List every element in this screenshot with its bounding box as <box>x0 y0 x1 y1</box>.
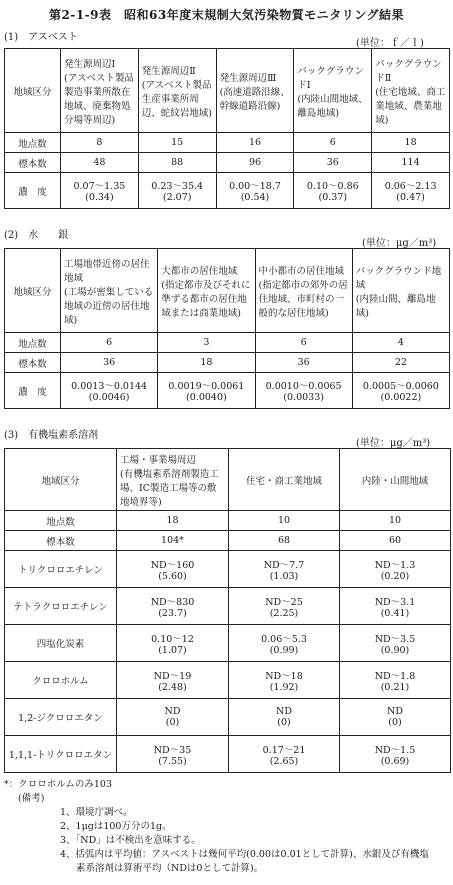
table-cell: 6 <box>255 333 352 353</box>
remark-item: 4、括弧内は平均値：アスベストは幾何平均(0.00は0.01として計算)、水銀及び有機塩 <box>60 849 429 860</box>
column-header: バックグラウンドⅡ (住宅地域、商工業地域、農業地域) <box>372 49 450 133</box>
substance-label: トリクロロエチレン <box>5 551 117 588</box>
table-cell: 0.06～2.13 (0.47) <box>372 173 450 209</box>
column-header: 発生源周辺Ⅲ (高速道路沿線、幹線道路沿線) <box>216 49 294 133</box>
table-cell: 4 <box>352 333 449 353</box>
page-title: 第2-1-9表 昭和63年度末規制大気汚染物質モニタリング結果 <box>49 8 404 22</box>
table-cell: 68 <box>229 531 340 551</box>
table-cell: 96 <box>216 153 294 173</box>
table-cell: 8 <box>61 133 139 153</box>
region-label: 地域区分 <box>5 449 117 511</box>
table-cell: 60 <box>340 531 451 551</box>
table-cell: 22 <box>352 353 449 373</box>
table-cell: ND～18 (1.92) <box>229 662 340 699</box>
substance-label: テトラクロロエチレン <box>5 588 117 625</box>
section-asbestos-unit: (単位：ｆ／ｌ) <box>356 38 424 49</box>
section-asbestos-heading: (1) アスベスト <box>4 32 78 43</box>
points-label: 地点数 <box>5 333 61 353</box>
remark-item: 2、1μgは100万分の1g。 <box>60 821 172 832</box>
table-cell: 3 <box>158 333 255 353</box>
section-mercury-heading: (2) 水 銀 <box>4 230 69 241</box>
table-cell: 18 <box>117 511 229 531</box>
table-cell: ND～1.3 (0.20) <box>340 551 451 588</box>
remark-item: 1、環境庁調べ。 <box>60 807 133 818</box>
samples-label: 標本数 <box>5 153 61 173</box>
section-solvents-unit: (単位：μg／m³) <box>356 438 431 449</box>
column-header: 内陸・山間地域 <box>340 449 451 511</box>
substance-label: 四塩化炭素 <box>5 625 117 662</box>
column-header: 工場地帯近傍の居住地域 (工場が密集している地域の近傍の居住地域) <box>61 249 158 333</box>
concentration-label: 濃 度 <box>5 373 61 409</box>
table-cell: ND (0) <box>117 699 229 736</box>
table-cell: 114 <box>372 153 450 173</box>
remark-item: 素系溶剤は算術平均（NDは0として計算)。 <box>76 863 264 874</box>
table-cell: 0.0019～0.0061 (0.0040) <box>158 373 255 409</box>
table-cell: 48 <box>61 153 139 173</box>
column-header: 住宅・商工業地域 <box>229 449 340 511</box>
table-cell: ND～7.7 (1.03) <box>229 551 340 588</box>
table-cell: 36 <box>294 153 372 173</box>
table-cell: 10 <box>340 511 451 531</box>
table-cell: 104* <box>117 531 229 551</box>
table-cell: 0.0010～0.0065 (0.0033) <box>255 373 352 409</box>
remark-item: 3、「ND」は不検出を意味する。 <box>60 835 201 846</box>
column-header: 大都市の居住地域 (指定都市及びそれに準ずる都市の居住地域または商業地域) <box>158 249 255 333</box>
table-cell: 0.23～35.4 (2.07) <box>138 173 216 209</box>
table-cell: 0.10～0.86 (0.37) <box>294 173 372 209</box>
substance-label: 1,2-ジクロロエタン <box>5 699 117 736</box>
section-mercury-unit: (単位：μg／m³) <box>362 238 437 249</box>
samples-label: 標本数 <box>5 531 117 551</box>
substance-label: 1,1,1-トリクロロエタン <box>5 736 117 773</box>
column-header: 発生源周辺Ⅰ (アスベスト製品製造事業所散在地域、廃棄物処分場等周辺) <box>61 49 139 133</box>
remarks-label: (備考) <box>18 793 45 804</box>
table-cell: 18 <box>372 133 450 153</box>
table-cell: 0.10～12 (1.07) <box>117 625 229 662</box>
substance-label: クロロホルム <box>5 662 117 699</box>
section-solvents-heading: (3) 有機塩素系溶剤 <box>4 430 99 441</box>
table-cell: 88 <box>138 153 216 173</box>
table-cell: 6 <box>294 133 372 153</box>
column-header: 中小都市の居住地域 (指定都市の郊外の居住地域、市町村の一般的な居住地域) <box>255 249 352 333</box>
table-cell: ND (0) <box>340 699 451 736</box>
table-cell: ND～3.5 (0.90) <box>340 625 451 662</box>
points-label: 地点数 <box>5 133 61 153</box>
column-header: 工場・事業場周辺 (有機塩素系溶剤製造工場、IC製造工場等の敷地境界等) <box>117 449 229 511</box>
samples-label: 標本数 <box>5 353 61 373</box>
table-cell: 36 <box>61 353 158 373</box>
table-cell: ND～830 (23.7) <box>117 588 229 625</box>
table-cell: 0.00～18.7 (0.54) <box>216 173 294 209</box>
table-cell: 0.17～21 (2.65) <box>229 736 340 773</box>
table-cell: 6 <box>61 333 158 353</box>
region-label: 地域区分 <box>5 49 61 133</box>
table-cell: 15 <box>138 133 216 153</box>
column-header: バックグラウンドⅠ (内陸山間地域、離島地域) <box>294 49 372 133</box>
table-cell: ND～160 (5.60) <box>117 551 229 588</box>
table-cell: 0.06～5.3 (0.99) <box>229 625 340 662</box>
table-cell: ND～19 (2.48) <box>117 662 229 699</box>
table-cell: ND (0) <box>229 699 340 736</box>
mercury-table <box>4 248 450 409</box>
points-label: 地点数 <box>5 511 117 531</box>
table-cell: ND～1.5 (0.69) <box>340 736 451 773</box>
table-cell: ND～1.8 (0.21) <box>340 662 451 699</box>
region-label: 地域区分 <box>5 249 61 333</box>
concentration-label: 濃 度 <box>5 173 61 209</box>
footnotes <box>4 778 450 876</box>
solvents-table <box>4 448 451 773</box>
table-cell: 18 <box>158 353 255 373</box>
column-header: バックグラウンド地域 (内陸山間、離島地域) <box>352 249 449 333</box>
table-cell: 0.07～1.35 (0.34) <box>61 173 139 209</box>
table-cell: 0.0005～0.0060 (0.0022) <box>352 373 449 409</box>
table-cell: 0.0013～0.0144 (0.0046) <box>61 373 158 409</box>
table-cell: ND～25 (2.25) <box>229 588 340 625</box>
table-cell: 36 <box>255 353 352 373</box>
table-cell: 16 <box>216 133 294 153</box>
table-cell: 10 <box>229 511 340 531</box>
asterisk-note: *：クロロホルムのみ103 <box>4 779 113 790</box>
table-cell: ND～35 (7.55) <box>117 736 229 773</box>
asbestos-table <box>4 48 450 209</box>
table-cell: ND～3.1 (0.41) <box>340 588 451 625</box>
column-header: 発生源周辺Ⅱ (アスベスト製品生産事業所周辺、蛇紋岩地域) <box>138 49 216 133</box>
